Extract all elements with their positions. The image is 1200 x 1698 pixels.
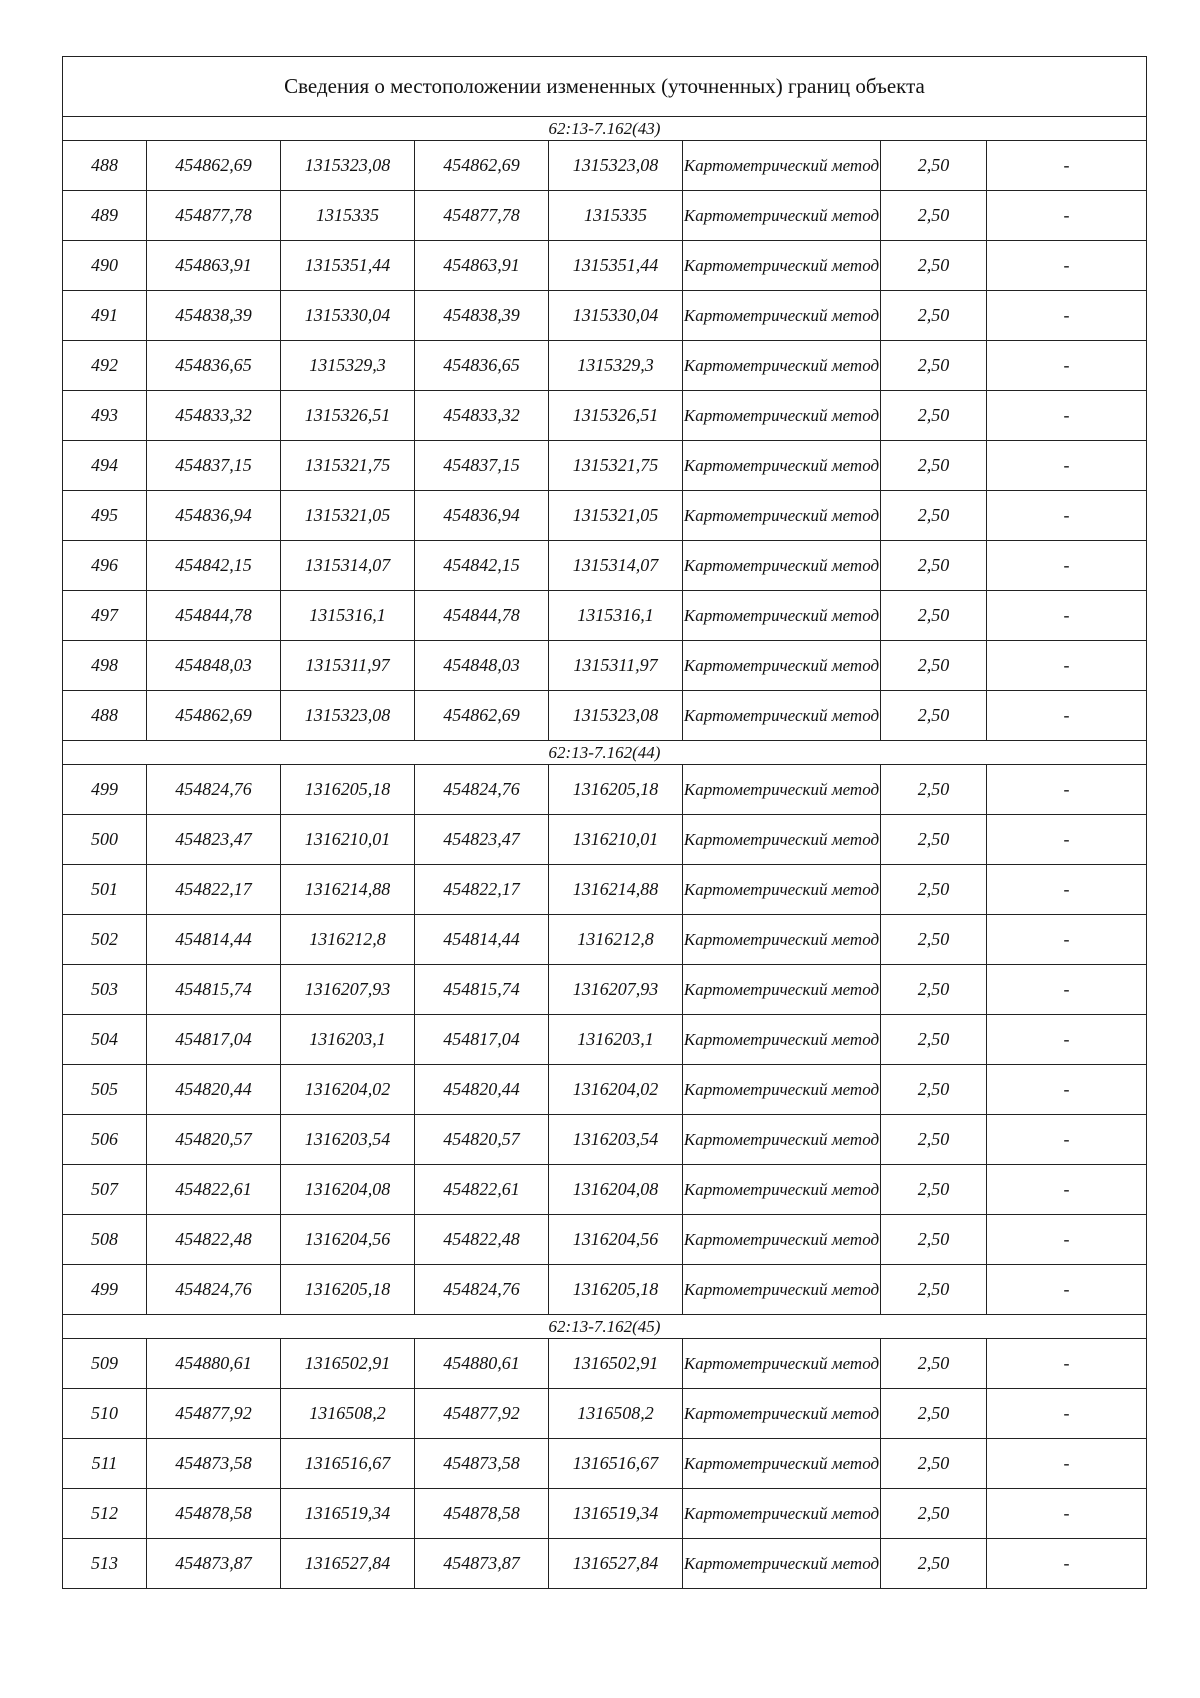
x-old-cell: 454820,57 [147, 1115, 281, 1165]
note-cell: - [987, 391, 1147, 441]
y-new-cell: 1315329,3 [549, 341, 683, 391]
note-cell: - [987, 1539, 1147, 1589]
section-label: 62:13-7.162(44) [63, 741, 1147, 765]
y-old-cell: 1316212,8 [281, 915, 415, 965]
x-new-cell: 454862,69 [415, 691, 549, 741]
x-new-cell: 454842,15 [415, 541, 549, 591]
section-label: 62:13-7.162(45) [63, 1315, 1147, 1339]
point-number-cell: 493 [63, 391, 147, 441]
method-cell: Картометрический метод [683, 241, 881, 291]
x-old-cell: 454844,78 [147, 591, 281, 641]
y-new-cell: 1315321,75 [549, 441, 683, 491]
y-new-cell: 1315311,97 [549, 641, 683, 691]
table-row [63, 1489, 1147, 1539]
x-new-cell: 454823,47 [415, 815, 549, 865]
table-row [63, 591, 1147, 641]
method-cell: Картометрический метод [683, 1215, 881, 1265]
section-row [63, 1315, 1147, 1339]
point-number-cell: 511 [63, 1439, 147, 1489]
method-cell: Картометрический метод [683, 291, 881, 341]
method-cell: Картометрический метод [683, 1165, 881, 1215]
accuracy-cell: 2,50 [881, 491, 987, 541]
accuracy-cell: 2,50 [881, 541, 987, 591]
point-number-cell: 502 [63, 915, 147, 965]
method-cell: Картометрический метод [683, 1439, 881, 1489]
y-new-cell: 1316203,1 [549, 1015, 683, 1065]
method-cell: Картометрический метод [683, 815, 881, 865]
accuracy-cell: 2,50 [881, 391, 987, 441]
table-row [63, 1065, 1147, 1115]
accuracy-cell: 2,50 [881, 691, 987, 741]
x-old-cell: 454824,76 [147, 765, 281, 815]
y-old-cell: 1316210,01 [281, 815, 415, 865]
x-old-cell: 454862,69 [147, 691, 281, 741]
y-new-cell: 1315323,08 [549, 141, 683, 191]
x-new-cell: 454817,04 [415, 1015, 549, 1065]
note-cell: - [987, 341, 1147, 391]
y-new-cell: 1316205,18 [549, 1265, 683, 1315]
y-old-cell: 1316203,54 [281, 1115, 415, 1165]
method-cell: Картометрический метод [683, 1065, 881, 1115]
y-old-cell: 1315314,07 [281, 541, 415, 591]
point-number-cell: 512 [63, 1489, 147, 1539]
point-number-cell: 489 [63, 191, 147, 241]
x-old-cell: 454838,39 [147, 291, 281, 341]
point-number-cell: 508 [63, 1215, 147, 1265]
y-old-cell: 1316508,2 [281, 1389, 415, 1439]
point-number-cell: 509 [63, 1339, 147, 1389]
y-new-cell: 1316214,88 [549, 865, 683, 915]
y-new-cell: 1315326,51 [549, 391, 683, 441]
accuracy-cell: 2,50 [881, 241, 987, 291]
y-old-cell: 1316204,02 [281, 1065, 415, 1115]
table-row [63, 1015, 1147, 1065]
y-new-cell: 1315323,08 [549, 691, 683, 741]
y-new-cell: 1316204,02 [549, 1065, 683, 1115]
y-old-cell: 1315323,08 [281, 691, 415, 741]
y-old-cell: 1315351,44 [281, 241, 415, 291]
table-row [63, 341, 1147, 391]
y-old-cell: 1316502,91 [281, 1339, 415, 1389]
point-number-cell: 498 [63, 641, 147, 691]
accuracy-cell: 2,50 [881, 965, 987, 1015]
y-old-cell: 1316205,18 [281, 1265, 415, 1315]
point-number-cell: 488 [63, 141, 147, 191]
y-old-cell: 1315311,97 [281, 641, 415, 691]
note-cell: - [987, 815, 1147, 865]
x-old-cell: 454842,15 [147, 541, 281, 591]
y-old-cell: 1315326,51 [281, 391, 415, 441]
note-cell: - [987, 865, 1147, 915]
accuracy-cell: 2,50 [881, 591, 987, 641]
note-cell: - [987, 591, 1147, 641]
point-number-cell: 500 [63, 815, 147, 865]
x-old-cell: 454863,91 [147, 241, 281, 291]
note-cell: - [987, 691, 1147, 741]
table-row [63, 815, 1147, 865]
x-new-cell: 454820,57 [415, 1115, 549, 1165]
x-old-cell: 454862,69 [147, 141, 281, 191]
x-old-cell: 454837,15 [147, 441, 281, 491]
table-row [63, 1115, 1147, 1165]
x-old-cell: 454815,74 [147, 965, 281, 1015]
table-row [63, 641, 1147, 691]
method-cell: Картометрический метод [683, 691, 881, 741]
accuracy-cell: 2,50 [881, 1539, 987, 1589]
table-row [63, 691, 1147, 741]
x-new-cell: 454862,69 [415, 141, 549, 191]
table-row [63, 541, 1147, 591]
point-number-cell: 497 [63, 591, 147, 641]
point-number-cell: 488 [63, 691, 147, 741]
y-new-cell: 1316204,56 [549, 1215, 683, 1265]
table-row [63, 1439, 1147, 1489]
y-old-cell: 1316203,1 [281, 1015, 415, 1065]
y-new-cell: 1315316,1 [549, 591, 683, 641]
title-row [63, 57, 1147, 117]
note-cell: - [987, 491, 1147, 541]
method-cell: Картометрический метод [683, 1339, 881, 1389]
y-old-cell: 1316205,18 [281, 765, 415, 815]
note-cell: - [987, 141, 1147, 191]
method-cell: Картометрический метод [683, 541, 881, 591]
y-new-cell: 1316205,18 [549, 765, 683, 815]
y-old-cell: 1315329,3 [281, 341, 415, 391]
y-old-cell: 1315323,08 [281, 141, 415, 191]
table-row [63, 865, 1147, 915]
table-row [63, 965, 1147, 1015]
x-old-cell: 454822,17 [147, 865, 281, 915]
x-old-cell: 454877,78 [147, 191, 281, 241]
method-cell: Картометрический метод [683, 1015, 881, 1065]
x-new-cell: 454878,58 [415, 1489, 549, 1539]
point-number-cell: 504 [63, 1015, 147, 1065]
point-number-cell: 501 [63, 865, 147, 915]
y-old-cell: 1315321,75 [281, 441, 415, 491]
note-cell: - [987, 191, 1147, 241]
note-cell: - [987, 291, 1147, 341]
note-cell: - [987, 1215, 1147, 1265]
y-new-cell: 1315314,07 [549, 541, 683, 591]
x-new-cell: 454814,44 [415, 915, 549, 965]
table-row [63, 915, 1147, 965]
y-old-cell: 1316207,93 [281, 965, 415, 1015]
accuracy-cell: 2,50 [881, 865, 987, 915]
y-new-cell: 1316519,34 [549, 1489, 683, 1539]
method-cell: Картометрический метод [683, 765, 881, 815]
x-new-cell: 454822,17 [415, 865, 549, 915]
x-new-cell: 454873,87 [415, 1539, 549, 1589]
note-cell: - [987, 1015, 1147, 1065]
x-old-cell: 454820,44 [147, 1065, 281, 1115]
x-old-cell: 454873,58 [147, 1439, 281, 1489]
y-old-cell: 1316204,56 [281, 1215, 415, 1265]
accuracy-cell: 2,50 [881, 1439, 987, 1489]
point-number-cell: 495 [63, 491, 147, 541]
point-number-cell: 507 [63, 1165, 147, 1215]
section-label: 62:13-7.162(43) [63, 117, 1147, 141]
y-new-cell: 1316207,93 [549, 965, 683, 1015]
x-new-cell: 454824,76 [415, 1265, 549, 1315]
table-row [63, 491, 1147, 541]
y-new-cell: 1316508,2 [549, 1389, 683, 1439]
method-cell: Картометрический метод [683, 391, 881, 441]
x-old-cell: 454877,92 [147, 1389, 281, 1439]
method-cell: Картометрический метод [683, 1265, 881, 1315]
y-new-cell: 1316527,84 [549, 1539, 683, 1589]
y-new-cell: 1316212,8 [549, 915, 683, 965]
section-row [63, 117, 1147, 141]
boundary-coordinates-table [62, 56, 1147, 1589]
method-cell: Картометрический метод [683, 191, 881, 241]
note-cell: - [987, 541, 1147, 591]
note-cell: - [987, 1165, 1147, 1215]
x-old-cell: 454848,03 [147, 641, 281, 691]
y-new-cell: 1315321,05 [549, 491, 683, 541]
method-cell: Картометрический метод [683, 591, 881, 641]
x-old-cell: 454817,04 [147, 1015, 281, 1065]
table-title: Сведения о местоположении измененных (уточненных) границ объекта [63, 57, 1147, 117]
y-old-cell: 1316516,67 [281, 1439, 415, 1489]
point-number-cell: 491 [63, 291, 147, 341]
method-cell: Картометрический метод [683, 1489, 881, 1539]
y-old-cell: 1316214,88 [281, 865, 415, 915]
section-row [63, 741, 1147, 765]
y-old-cell: 1316204,08 [281, 1165, 415, 1215]
y-old-cell: 1315316,1 [281, 591, 415, 641]
x-old-cell: 454814,44 [147, 915, 281, 965]
method-cell: Картометрический метод [683, 341, 881, 391]
point-number-cell: 503 [63, 965, 147, 1015]
y-new-cell: 1316203,54 [549, 1115, 683, 1165]
method-cell: Картометрический метод [683, 865, 881, 915]
x-new-cell: 454836,94 [415, 491, 549, 541]
x-new-cell: 454880,61 [415, 1339, 549, 1389]
accuracy-cell: 2,50 [881, 1115, 987, 1165]
x-old-cell: 454833,32 [147, 391, 281, 441]
method-cell: Картометрический метод [683, 1389, 881, 1439]
y-old-cell: 1315335 [281, 191, 415, 241]
table-row [63, 1215, 1147, 1265]
note-cell: - [987, 915, 1147, 965]
point-number-cell: 499 [63, 765, 147, 815]
point-number-cell: 490 [63, 241, 147, 291]
x-old-cell: 454824,76 [147, 1265, 281, 1315]
x-new-cell: 454822,61 [415, 1165, 549, 1215]
accuracy-cell: 2,50 [881, 1339, 987, 1389]
note-cell: - [987, 1339, 1147, 1389]
note-cell: - [987, 765, 1147, 815]
note-cell: - [987, 1439, 1147, 1489]
note-cell: - [987, 1115, 1147, 1165]
y-new-cell: 1316516,67 [549, 1439, 683, 1489]
y-old-cell: 1315330,04 [281, 291, 415, 341]
method-cell: Картометрический метод [683, 965, 881, 1015]
x-new-cell: 454822,48 [415, 1215, 549, 1265]
method-cell: Картометрический метод [683, 491, 881, 541]
method-cell: Картометрический метод [683, 1539, 881, 1589]
method-cell: Картометрический метод [683, 1115, 881, 1165]
accuracy-cell: 2,50 [881, 765, 987, 815]
accuracy-cell: 2,50 [881, 915, 987, 965]
accuracy-cell: 2,50 [881, 1489, 987, 1539]
x-new-cell: 454833,32 [415, 391, 549, 441]
x-old-cell: 454823,47 [147, 815, 281, 865]
x-old-cell: 454836,65 [147, 341, 281, 391]
y-new-cell: 1315335 [549, 191, 683, 241]
note-cell: - [987, 1265, 1147, 1315]
y-new-cell: 1316210,01 [549, 815, 683, 865]
x-new-cell: 454824,76 [415, 765, 549, 815]
x-new-cell: 454815,74 [415, 965, 549, 1015]
note-cell: - [987, 641, 1147, 691]
accuracy-cell: 2,50 [881, 441, 987, 491]
table-row [63, 1539, 1147, 1589]
accuracy-cell: 2,50 [881, 1215, 987, 1265]
x-new-cell: 454838,39 [415, 291, 549, 341]
x-new-cell: 454863,91 [415, 241, 549, 291]
accuracy-cell: 2,50 [881, 1265, 987, 1315]
note-cell: - [987, 241, 1147, 291]
table-row [63, 191, 1147, 241]
method-cell: Картометрический метод [683, 441, 881, 491]
note-cell: - [987, 1489, 1147, 1539]
accuracy-cell: 2,50 [881, 1065, 987, 1115]
accuracy-cell: 2,50 [881, 191, 987, 241]
x-new-cell: 454844,78 [415, 591, 549, 641]
accuracy-cell: 2,50 [881, 1389, 987, 1439]
x-new-cell: 454873,58 [415, 1439, 549, 1489]
table-body [63, 57, 1147, 1589]
x-old-cell: 454822,61 [147, 1165, 281, 1215]
point-number-cell: 513 [63, 1539, 147, 1589]
table-row [63, 1265, 1147, 1315]
method-cell: Картометрический метод [683, 141, 881, 191]
point-number-cell: 506 [63, 1115, 147, 1165]
table-row [63, 765, 1147, 815]
accuracy-cell: 2,50 [881, 1165, 987, 1215]
x-old-cell: 454878,58 [147, 1489, 281, 1539]
table-row [63, 1339, 1147, 1389]
x-old-cell: 454836,94 [147, 491, 281, 541]
y-old-cell: 1316527,84 [281, 1539, 415, 1589]
accuracy-cell: 2,50 [881, 815, 987, 865]
point-number-cell: 492 [63, 341, 147, 391]
table-row [63, 241, 1147, 291]
method-cell: Картометрический метод [683, 915, 881, 965]
table-row [63, 1389, 1147, 1439]
y-new-cell: 1316502,91 [549, 1339, 683, 1389]
y-new-cell: 1315330,04 [549, 291, 683, 341]
point-number-cell: 510 [63, 1389, 147, 1439]
y-new-cell: 1316204,08 [549, 1165, 683, 1215]
point-number-cell: 499 [63, 1265, 147, 1315]
x-new-cell: 454877,92 [415, 1389, 549, 1439]
accuracy-cell: 2,50 [881, 141, 987, 191]
y-old-cell: 1315321,05 [281, 491, 415, 541]
accuracy-cell: 2,50 [881, 1015, 987, 1065]
y-new-cell: 1315351,44 [549, 241, 683, 291]
table-row [63, 391, 1147, 441]
note-cell: - [987, 965, 1147, 1015]
x-old-cell: 454822,48 [147, 1215, 281, 1265]
point-number-cell: 496 [63, 541, 147, 591]
x-new-cell: 454836,65 [415, 341, 549, 391]
table-row [63, 141, 1147, 191]
x-new-cell: 454848,03 [415, 641, 549, 691]
x-old-cell: 454880,61 [147, 1339, 281, 1389]
note-cell: - [987, 441, 1147, 491]
x-new-cell: 454877,78 [415, 191, 549, 241]
accuracy-cell: 2,50 [881, 341, 987, 391]
table-row [63, 1165, 1147, 1215]
table-row [63, 291, 1147, 341]
y-old-cell: 1316519,34 [281, 1489, 415, 1539]
x-new-cell: 454837,15 [415, 441, 549, 491]
table-row [63, 441, 1147, 491]
point-number-cell: 505 [63, 1065, 147, 1115]
x-old-cell: 454873,87 [147, 1539, 281, 1589]
accuracy-cell: 2,50 [881, 641, 987, 691]
point-number-cell: 494 [63, 441, 147, 491]
note-cell: - [987, 1065, 1147, 1115]
x-new-cell: 454820,44 [415, 1065, 549, 1115]
note-cell: - [987, 1389, 1147, 1439]
method-cell: Картометрический метод [683, 641, 881, 691]
accuracy-cell: 2,50 [881, 291, 987, 341]
